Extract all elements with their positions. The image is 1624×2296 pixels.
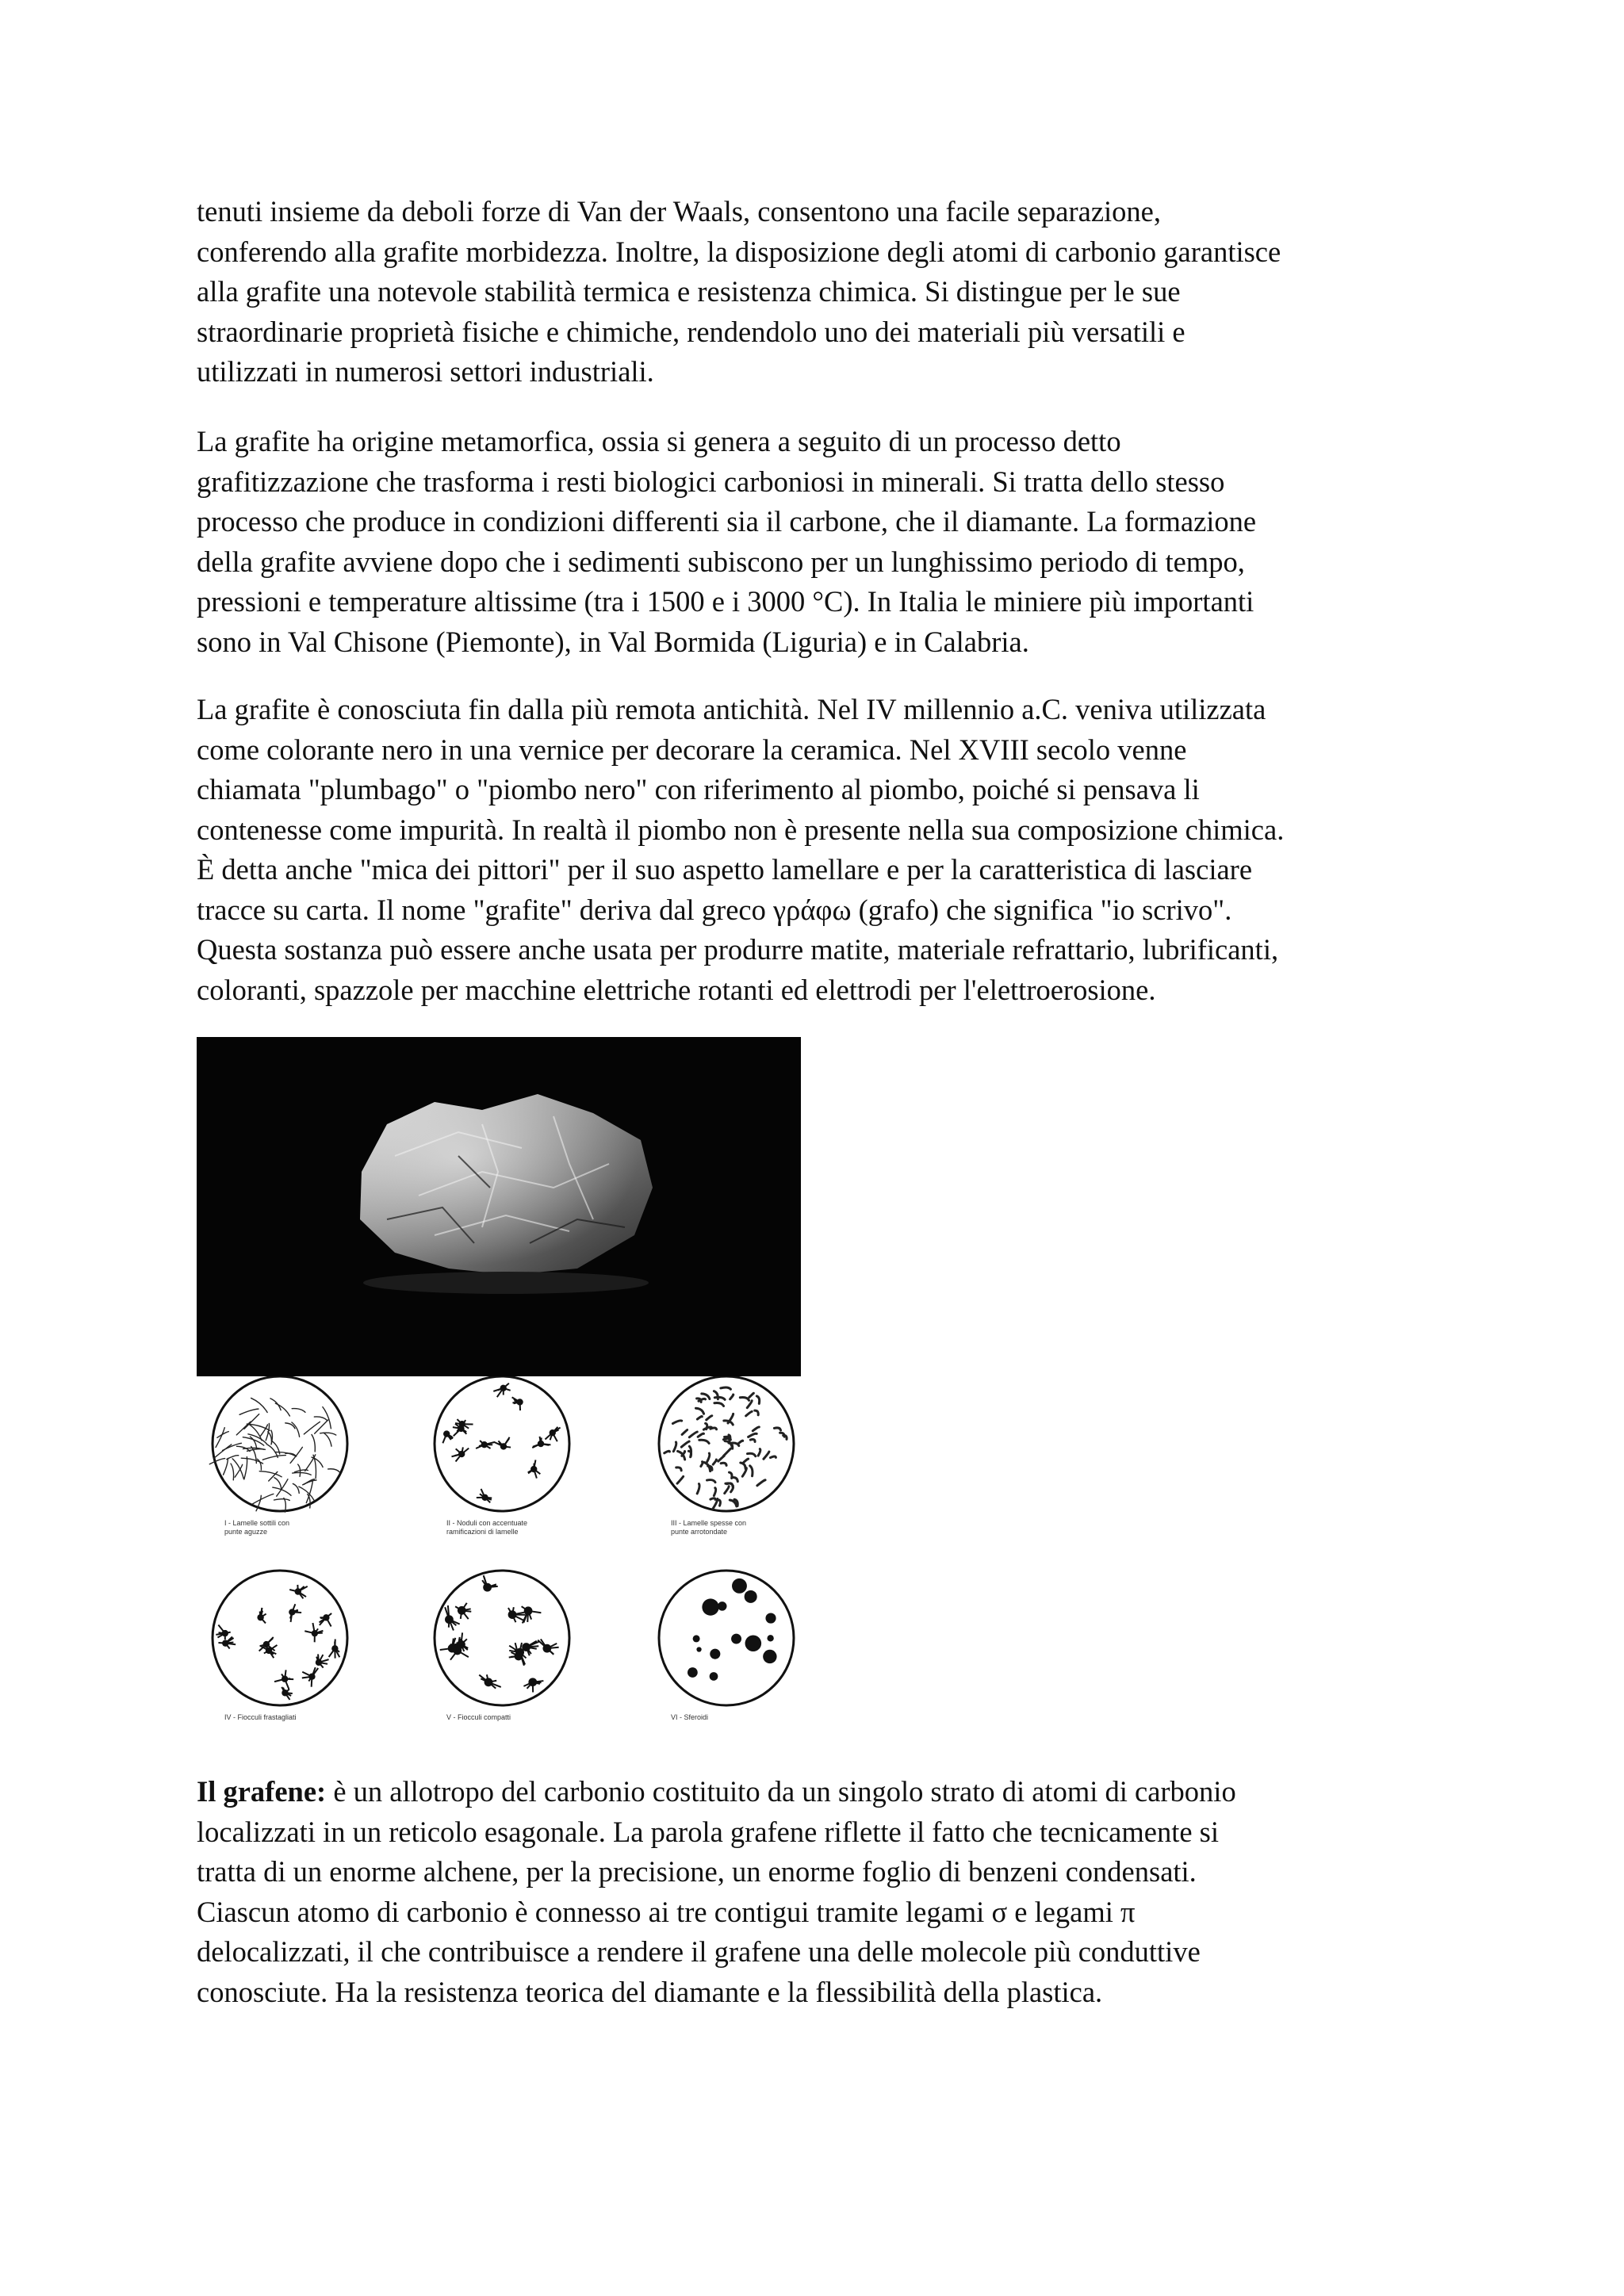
text-line: come colorante nero in una vernice per decorare la ceramica. Nel XVIII secolo venne	[197, 733, 1187, 766]
text-line: alla grafite una notevole stabilità termica e resistenza chimica. Si distingue per le sue	[197, 275, 1181, 308]
text-line: Questa sostanza può essere anche usata per produrre matite, materiale refrattario, lubrificanti,	[197, 933, 1279, 966]
graphite-form-2	[435, 1376, 569, 1536]
text-line: tenuti insieme da deboli forze di Van der Waals, consentono una facile separazione,	[197, 195, 1161, 228]
graphite-mineral-photo	[197, 1037, 801, 1376]
diagram-caption: II - Noduli con accentuate	[446, 1519, 528, 1527]
text-line: coloranti, spazzole per macchine elettriche rotanti ed elettrodi per l'elettroerosione.	[197, 973, 1156, 1006]
diagram-caption: punte arrotondate	[671, 1528, 728, 1536]
graphene-heading: Il grafene:	[197, 1775, 327, 1808]
text-fragment: è un allotropo del carbonio costituito da un singolo strato di atomi di carbonio	[326, 1775, 1236, 1808]
text-line: sono in Val Chisone (Piemonte), in Val Bormida (Liguria) e in Calabria.	[197, 625, 1029, 658]
diagram-caption: IV - Fiocculi frastagliati	[224, 1713, 297, 1721]
diagram-caption: III - Lamelle spesse con	[671, 1519, 747, 1527]
diagram-caption: VI - Sferoidi	[671, 1713, 709, 1721]
text-line: localizzati in un reticolo esagonale. La parola grafene riflette il fatto che tecnicamente si	[197, 1815, 1220, 1848]
graphite-rock-image	[197, 1037, 801, 1376]
text-line: tracce su carta. Il nome "grafite" deriva dal greco γράφω (grafo) che significa "io scrivo".	[197, 893, 1232, 926]
text-line: La grafite è conosciuta fin dalla più remota antichità. Nel IV millennio a.C. veniva utilizzata	[197, 693, 1266, 725]
paragraph-history	[197, 690, 1450, 1010]
graphite-form-4	[213, 1571, 347, 1721]
text-line: contenesse come impurità. In realtà il piombo non è presente nella sua composizione chimica.	[197, 813, 1285, 846]
text-line: Ciascun atomo di carbonio è connesso ai tre contigui tramite legami σ e legami π	[197, 1895, 1136, 1928]
diagram-caption: I - Lamelle sottili con	[224, 1519, 290, 1527]
text-line: chiamata "plumbago" o "piombo nero" con riferimento al piombo, poiché si pensava li	[197, 773, 1200, 806]
text-line: tratta di un enorme alchene, per la precisione, un enorme foglio di benzeni condensati.	[197, 1855, 1197, 1888]
paragraph-van-der-waals	[197, 192, 1450, 392]
paragraph-graphene	[197, 1772, 1450, 2012]
graphite-forms-diagram	[197, 1376, 831, 1743]
text-line: conferendo alla grafite morbidezza. Inoltre, la disposizione degli atomi di carbonio garantisce	[197, 235, 1281, 268]
graphite-form-5	[435, 1571, 569, 1721]
paragraph-origin	[197, 422, 1450, 662]
text-line	[197, 1772, 1450, 1812]
text-line: processo che produce in condizioni differenti sia il carbone, che il diamante. La formazione	[197, 505, 1257, 538]
text-line: utilizzati in numerosi settori industriali.	[197, 355, 654, 388]
text-line: pressioni e temperature altissime (tra i 1500 e i 3000 °C). In Italia le miniere più importanti	[197, 585, 1254, 618]
text-line: straordinarie proprietà fisiche e chimiche, rendendolo uno dei materiali più versatili e	[197, 315, 1185, 348]
diagram-caption: ramificazioni di lamelle	[446, 1528, 519, 1536]
text-line: della grafite avviene dopo che i sedimenti subiscono per un lunghissimo periodo di tempo,	[197, 545, 1245, 578]
text-line: delocalizzati, il che contribuisce a rendere il grafene una delle molecole più conduttive	[197, 1935, 1201, 1968]
text-line: grafitizzazione che trasforma i resti biologici carboniosi in minerali. Si tratta dello stesso	[197, 465, 1225, 498]
text-line: conosciute. Ha la resistenza teorica del diamante e la flessibilità della plastica.	[197, 1975, 1103, 2008]
graphite-forms-svg	[197, 1376, 831, 1743]
graphite-form-1	[209, 1376, 347, 1536]
text-line: La grafite ha origine metamorfica, ossia si genera a seguito di un processo detto	[197, 425, 1121, 457]
diagram-caption: V - Fiocculi compatti	[446, 1713, 511, 1721]
graphite-form-3	[659, 1376, 794, 1536]
text-line: È detta anche "mica dei pittori" per il suo aspetto lamellare e per la caratteristica di lasciare	[197, 853, 1253, 886]
graphite-form-6	[659, 1571, 794, 1721]
diagram-caption: punte aguzze	[224, 1528, 268, 1536]
